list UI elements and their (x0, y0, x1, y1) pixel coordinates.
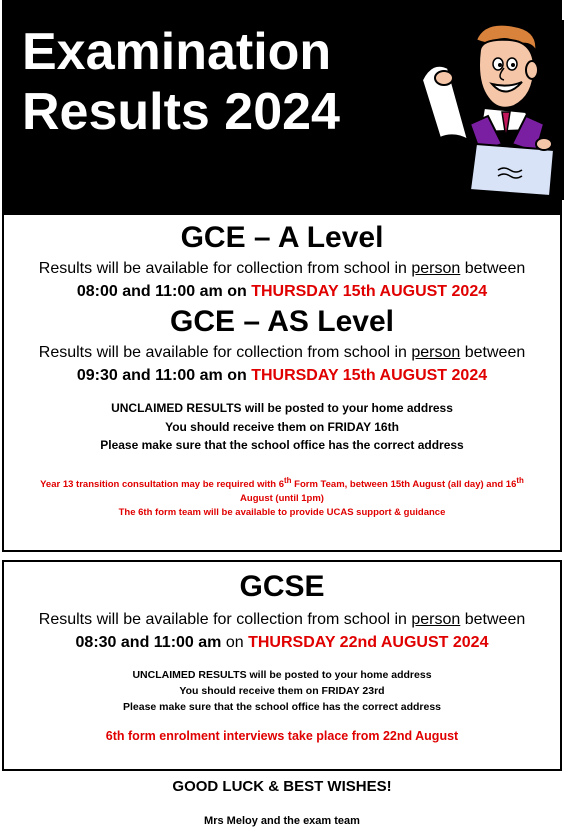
a-level-heading: GCE – A Level (180, 221, 384, 254)
gcse-section (2, 560, 562, 771)
gcse-date: THURSDAY 22nd AUGUST 2024 (248, 633, 489, 651)
unclaimed-results-notice (4, 399, 560, 455)
header-banner (2, 0, 562, 215)
transition-text: Form Team, between 15th August (all day) and 16 (291, 479, 517, 491)
as-level-intro-text: Results will be available for collection from school in (38, 343, 412, 361)
transition-line-3: The 6th form team will be available to provide UCAS support & guidance (118, 506, 446, 518)
transition-line-1 (14, 475, 550, 492)
cartoon-man-reading-results-illustration (414, 20, 564, 200)
page-title (22, 22, 402, 143)
signoff: Mrs Meloy and the exam team (204, 815, 360, 827)
gcse-intro-underlined: person (411, 610, 461, 628)
gcse-time-text: 08:30 and 11:00 am (75, 633, 222, 651)
gcse-intro-end: between (460, 610, 526, 628)
notice-line: You should receive them on FRIDAY 23rd (179, 684, 385, 697)
notice-line: Please make sure that the school office has the correct address (100, 438, 464, 453)
a-level-time (4, 280, 560, 303)
as-level-time (4, 364, 560, 387)
as-level-time-text: 09:30 and 11:00 am on (76, 366, 252, 384)
as-level-intro-end: between (460, 343, 526, 361)
gcse-intro-text: Results will be available for collection from school in (38, 610, 412, 628)
as-level-intro-underlined: person (411, 343, 461, 361)
notice-line: You should receive them on FRIDAY 16th (165, 419, 399, 434)
as-level-date: THURSDAY 15th AUGUST 2024 (251, 366, 488, 384)
transition-text: Year 13 transition consultation may be required with 6 (40, 479, 285, 491)
page-title-line-1: Examination (22, 23, 332, 81)
as-level-heading: GCE – AS Level (170, 305, 394, 339)
notice-line: UNCLAIMED RESULTS will be posted to your home address (132, 669, 432, 682)
gcse-heading: GCSE (239, 570, 325, 603)
gcse-on-word: on (221, 633, 249, 651)
enrolment-notice: 6th form enrolment interviews take place from 22nd August (105, 729, 459, 744)
gce-section (2, 215, 562, 552)
gcse-unclaimed-notice (4, 668, 560, 715)
a-level-intro-end: between (460, 259, 526, 277)
a-level-intro-underlined: person (411, 259, 461, 277)
a-level-intro (4, 258, 560, 280)
transition-notice (4, 475, 560, 519)
a-level-time-text: 08:00 and 11:00 am on (76, 282, 252, 300)
page-title-line-2: Results 2024 (22, 83, 340, 142)
gcse-intro (4, 609, 560, 631)
transition-line-2: August (until 1pm) (240, 492, 324, 504)
superscript: th (516, 475, 524, 485)
superscript: th (284, 475, 292, 485)
gcse-time (4, 631, 560, 654)
notice-line: Please make sure that the school office has the correct address (122, 700, 442, 713)
as-level-intro (4, 342, 560, 364)
a-level-intro-text: Results will be available for collection from school in (38, 259, 412, 277)
a-level-date: THURSDAY 15th AUGUST 2024 (251, 282, 488, 300)
good-luck-message: GOOD LUCK & BEST WISHES! (172, 778, 392, 795)
notice-line: UNCLAIMED RESULTS will be posted to your home address (111, 401, 453, 416)
